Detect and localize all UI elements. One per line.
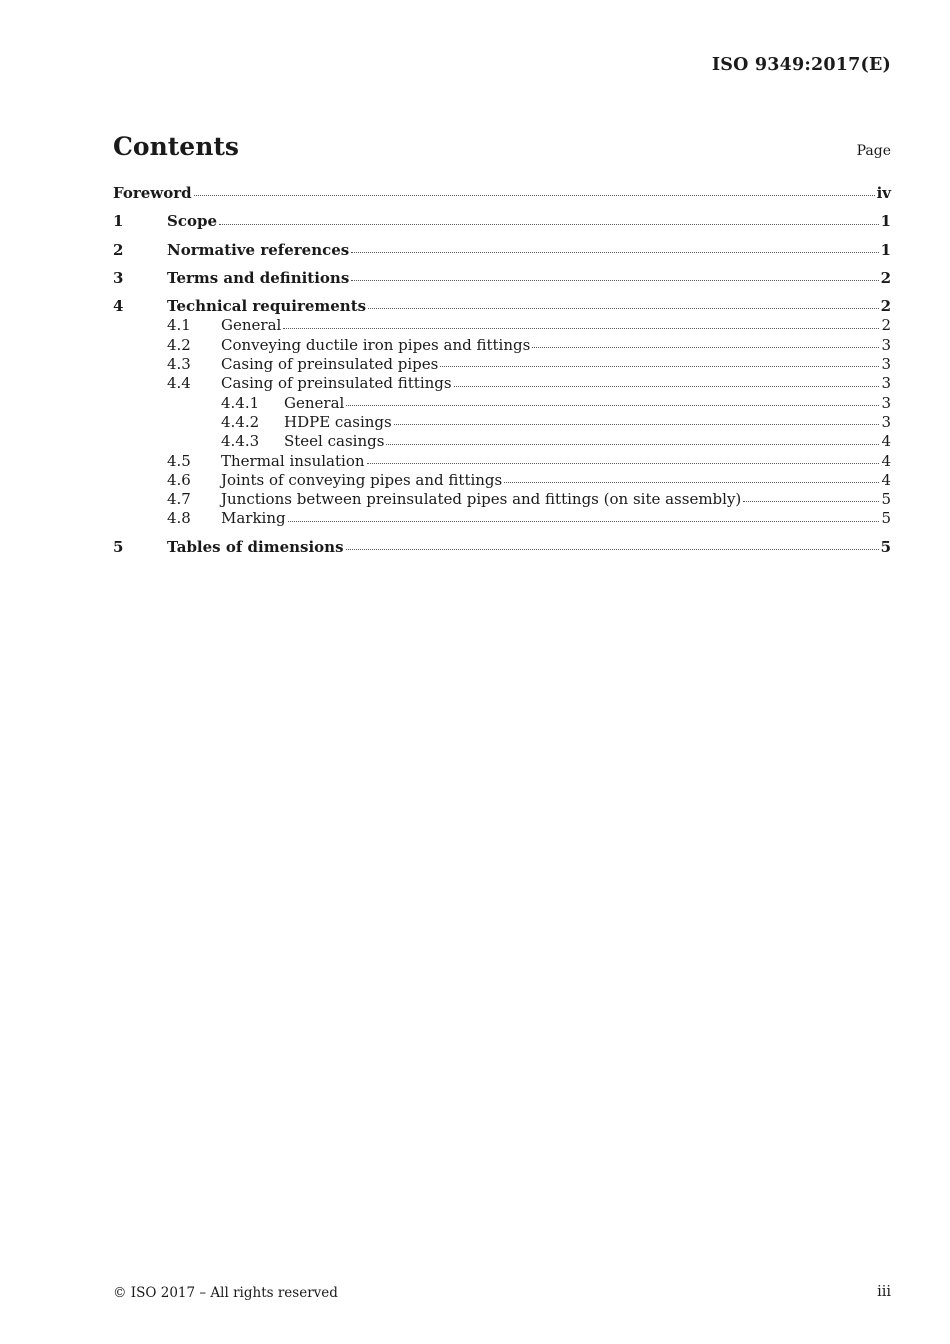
toc-leader-dots: [440, 366, 879, 367]
toc-entry-tables-of-dimensions[interactable]: [113, 538, 891, 557]
toc-entry-normative-references[interactable]: [113, 241, 891, 260]
toc-leader-dots: [351, 252, 878, 253]
toc-entry-page: 1: [880, 212, 891, 231]
toc-entry-title: HDPE casings: [284, 412, 392, 431]
toc-entry-title: Steel casings: [284, 432, 385, 451]
toc-entry-number: 5: [113, 537, 124, 556]
toc-leader-dots: [288, 521, 880, 522]
toc-leader-dots: [394, 424, 880, 425]
toc-entry-number: 4.4.3: [221, 432, 260, 451]
toc-entry-page: 3: [881, 335, 891, 354]
toc-entry-technical-requirements[interactable]: [113, 297, 891, 316]
toc-entry-4-5[interactable]: [113, 452, 891, 471]
footer-page-number: iii: [877, 1284, 891, 1300]
toc-entry-page: 1: [880, 240, 891, 259]
toc-entry-4-4-3[interactable]: [113, 432, 891, 451]
toc-entry-number: 4.4.2: [221, 412, 260, 431]
toc-entry-title: Normative references: [167, 240, 350, 259]
toc-entry-foreword[interactable]: [113, 184, 891, 203]
toc-entry-title: Junctions between preinsulated pipes and fittings (on site assembly): [221, 490, 742, 509]
toc-leader-dots: [283, 328, 879, 329]
toc-leader-dots: [194, 195, 875, 196]
toc-entry-page: 3: [881, 412, 891, 431]
toc-entry-title: Technical requirements: [167, 297, 367, 316]
toc-entry-number: 4.7: [167, 490, 191, 509]
toc-entry-number: 3: [113, 268, 124, 287]
toc-entry-title: Conveying ductile iron pipes and fittings: [221, 335, 531, 354]
toc-entry-number: 4: [113, 297, 124, 316]
toc-entry-title: Casing of preinsulated pipes: [221, 355, 439, 374]
footer-copyright: © ISO 2017 – All rights reserved: [113, 1285, 338, 1301]
contents-title: Contents: [113, 132, 240, 161]
toc-entry-number: 4.1: [167, 316, 191, 335]
table-of-contents: [113, 184, 891, 557]
toc-leader-dots: [504, 482, 879, 483]
toc-entry-4-1[interactable]: [113, 316, 891, 335]
toc-entry-page: 2: [880, 297, 891, 316]
toc-leader-dots: [454, 386, 880, 387]
toc-entry-page: 4: [881, 451, 891, 470]
toc-entry-page: 3: [881, 355, 891, 374]
toc-entry-title: Casing of preinsulated fittings: [221, 374, 452, 393]
toc-entry-4-2[interactable]: [113, 336, 891, 355]
toc-entry-terms-and-definitions[interactable]: [113, 269, 891, 288]
toc-leader-dots: [346, 405, 879, 406]
toc-entry-4-4-1[interactable]: [113, 394, 891, 413]
toc-leader-dots: [532, 347, 879, 348]
toc-entry-page: 4: [881, 470, 891, 489]
toc-entry-number: 2: [113, 240, 124, 259]
toc-leader-dots: [743, 501, 879, 502]
toc-entry-4-4[interactable]: [113, 374, 891, 393]
toc-entry-4-7[interactable]: [113, 490, 891, 509]
toc-entry-page: 2: [881, 316, 891, 335]
toc-entry-number: 4.5: [167, 451, 191, 470]
toc-entry-number: 4.3: [167, 355, 191, 374]
toc-entry-page: 5: [880, 537, 891, 556]
toc-entry-number: 4.4: [167, 374, 191, 393]
toc-leader-dots: [219, 224, 879, 225]
toc-entry-title: Marking: [221, 509, 286, 528]
toc-entry-title: Joints of conveying pipes and fittings: [221, 470, 503, 489]
toc-entry-4-6[interactable]: [113, 471, 891, 490]
toc-entry-number: 4.4.1: [221, 393, 260, 412]
toc-leader-dots: [386, 444, 879, 445]
toc-entry-page: 2: [880, 268, 891, 287]
document-id: ISO 9349:2017(E): [711, 55, 891, 75]
toc-entry-page: 3: [881, 393, 891, 412]
page-column-label: Page: [856, 143, 891, 159]
toc-entry-title: Foreword: [113, 184, 192, 202]
toc-entry-title: Tables of dimensions: [167, 537, 344, 556]
toc-entry-title: Thermal insulation: [221, 451, 365, 470]
toc-entry-4-3[interactable]: [113, 355, 891, 374]
toc-entry-title: General: [284, 393, 345, 412]
toc-entry-number: 4.2: [167, 335, 191, 354]
toc-leader-dots: [367, 463, 880, 464]
toc-entry-page: iv: [876, 184, 891, 202]
toc-entry-title: Scope: [167, 212, 218, 231]
toc-entry-number: 1: [113, 212, 124, 231]
toc-entry-scope[interactable]: [113, 212, 891, 231]
toc-leader-dots: [368, 308, 878, 309]
toc-entry-page: 5: [881, 490, 891, 509]
toc-entry-page: 4: [881, 432, 891, 451]
toc-leader-dots: [351, 280, 878, 281]
toc-entry-4-4-2[interactable]: [113, 413, 891, 432]
toc-entry-page: 3: [881, 374, 891, 393]
toc-entry-title: Terms and definitions: [167, 268, 350, 287]
toc-leader-dots: [346, 549, 879, 550]
toc-entry-4-8[interactable]: [113, 509, 891, 528]
toc-entry-page: 5: [881, 509, 891, 528]
toc-entry-number: 4.8: [167, 509, 191, 528]
toc-entry-title: General: [221, 316, 282, 335]
toc-entry-number: 4.6: [167, 470, 191, 489]
